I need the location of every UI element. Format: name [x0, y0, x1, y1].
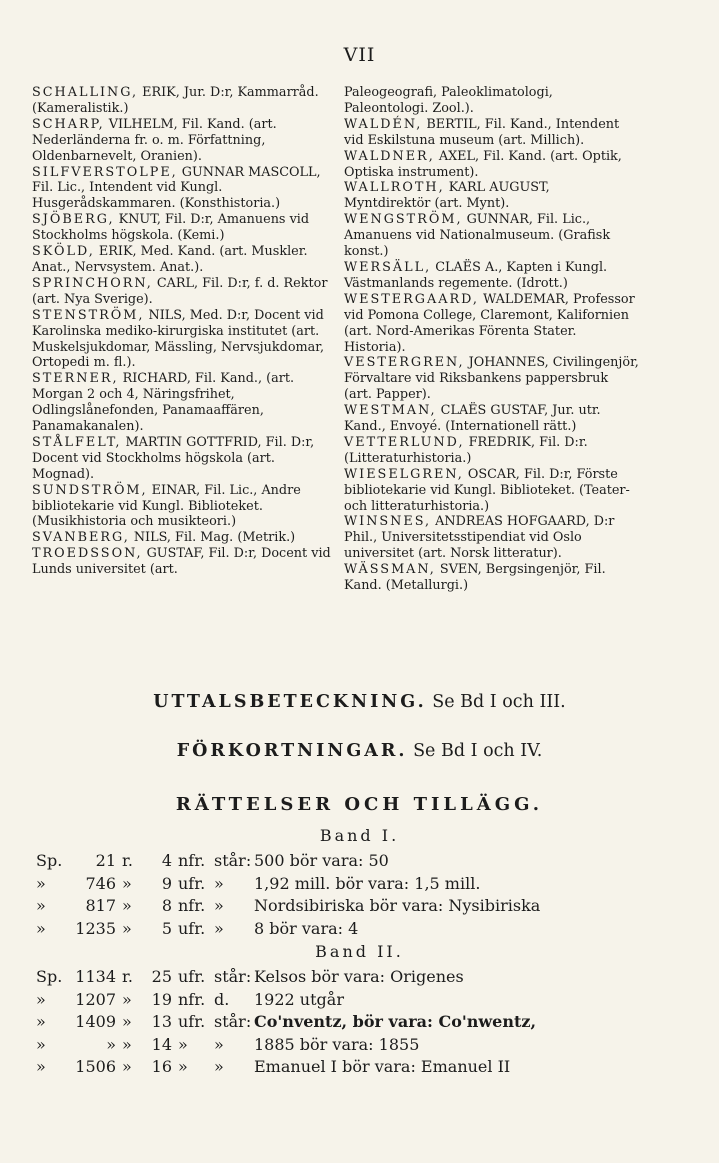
contributor-details: MARTIN GOTTFRID, Fil. D:r, Docent vid Stockholms högskola (art. Mognad). — [32, 434, 315, 482]
contributor-entry — [32, 435, 332, 483]
errata-kw: står: — [214, 851, 252, 870]
errata-r: » — [122, 1034, 132, 1054]
errata-num: 14 — [151, 1034, 172, 1054]
errata-num: 5 — [161, 918, 172, 938]
errata-page: 1409 — [75, 1012, 116, 1032]
contributor-details: RICHARD, Fil. Kand., (art. Morgan 2 och 4, Näringsfrihet, Odlingslånefonden, Panamaaffären, Panamakanalen). — [32, 371, 295, 435]
errata-num: 9 — [161, 873, 172, 893]
contributor-name: VETTERLUND, — [344, 434, 465, 450]
contributor-entry — [344, 562, 640, 594]
band-1-errata — [36, 850, 696, 940]
errata-text: 8 bör vara: 4 — [254, 918, 359, 938]
errata-text: 500 bör vara: 50 — [254, 851, 389, 870]
errata-row — [36, 989, 696, 1012]
contributor-entry — [32, 165, 332, 213]
contributor-details: JOHANNES, Civilingenjör, Förvaltare vid Riksbankens pappersbruk (art. Papper). — [344, 355, 639, 403]
contributor-name: WINSNES, — [344, 514, 432, 530]
errata-kw: » — [214, 1057, 224, 1077]
page-number: VII — [343, 44, 376, 66]
band-1-title: Band I. — [319, 826, 400, 845]
errata-kw: står: — [214, 967, 252, 986]
errata-num: 8 — [161, 896, 172, 916]
contributor-details: ERIK, Jur. D:r, Kammarråd. (Kameralistik.) — [32, 85, 319, 116]
errata-sp: » — [36, 989, 46, 1009]
errata-pos: nfr. — [178, 851, 206, 870]
errata-r: r. — [122, 967, 133, 986]
contributor-details: KARL AUGUST, Myntdirektör (art. Mynt). — [344, 180, 550, 212]
errata-kw: » — [214, 896, 224, 916]
contributor-entry — [344, 514, 640, 562]
errata-pos: ufr. — [178, 918, 206, 938]
contributor-name: SPRINCHORN, — [32, 275, 153, 291]
errata-kw: står: — [214, 1012, 252, 1032]
contributor-name: WALLROTH, — [344, 180, 445, 196]
errata-page: 1235 — [75, 918, 116, 938]
contributor-details: GUSTAF, Fil. D:r, Docent vid Lunds universitet (art. — [32, 546, 331, 578]
errata-text: 1,92 mill. bör vara: 1,5 mill. — [254, 873, 481, 893]
contributor-details: Paleogeografi, Paleoklimatologi, Paleontologi. Zool.). — [344, 85, 553, 116]
errata-r: » — [122, 873, 132, 893]
contributor-entry — [344, 180, 640, 212]
errata-sp: » — [36, 918, 46, 938]
contributor-entry — [344, 149, 640, 181]
contributor-details: OSCAR, Fil. D:r, Förste bibliotekarie vid Kungl. Biblioteket. (Teater- och litteraturhistoria.) — [344, 466, 630, 514]
band-2-title: Band II. — [315, 942, 404, 961]
errata-text: Co'nventz, bör vara: Co'nwentz, — [254, 1012, 537, 1032]
errata-r: » — [122, 1012, 132, 1032]
errata-kw: » — [214, 873, 224, 893]
errata-r: » — [122, 989, 132, 1009]
contributor-name: VESTERGREN, — [344, 355, 465, 371]
contributor-details: SVEN, Bergsingenjör, Fil. Kand. (Metallurgi.) — [344, 562, 606, 594]
contributor-name: STÅLFELT, — [32, 434, 122, 450]
contributor-entry — [344, 355, 640, 403]
errata-page: 1207 — [75, 989, 116, 1009]
contributor-name: SUNDSTRÖM, — [32, 482, 148, 498]
contributor-entry — [32, 85, 332, 117]
contributor-entry — [344, 85, 640, 117]
forkort-reference: Se Bd I och IV. — [407, 741, 543, 761]
errata-r: r. — [122, 851, 133, 870]
errata-pos: nfr. — [178, 989, 206, 1009]
contributor-details: KNUT, Fil. D:r, Amanuens vid Stockholms högskola. (Kemi.) — [32, 212, 310, 244]
errata-num: 4 — [161, 851, 172, 870]
contributor-details: NILS, Med. D:r, Docent vid Karolinska mediko-kirurgiska institutet (art. Muskelsjukdomar, Mässling, Nervsjukdomar, Ortopedi m. fl.). — [32, 307, 325, 371]
errata-text: Kelsos bör vara: Origenes — [254, 967, 464, 986]
contributor-entry — [344, 292, 640, 356]
errata-text: Emanuel I bör vara: Emanuel II — [254, 1057, 511, 1077]
contributor-name: TROEDSSON, — [32, 546, 143, 562]
contributor-entry — [32, 371, 332, 435]
errata-r: » — [122, 1057, 132, 1077]
contributor-name: WIESELGREN, — [344, 466, 464, 482]
errata-sp: » — [36, 896, 46, 916]
errata-pos: ufr. — [178, 873, 206, 893]
contributor-details: NILS, Fil. Mag. (Metrik.) — [129, 530, 296, 546]
contributor-details: BERTIL, Fil. Kand., Intendent vid Eskilstuna museum (art. Millich). — [344, 116, 620, 148]
errata-sp: Sp. — [36, 967, 63, 986]
contributor-name: SCHALLING, — [32, 85, 139, 100]
contributor-details: EINAR, Fil. Lic., Andre bibliotekarie vid Kungl. Biblioteket. (Musikhistoria och musikteori.) — [32, 482, 301, 530]
errata-sp: » — [36, 1057, 46, 1077]
errata-page: » — [106, 1034, 116, 1054]
contributor-name: WÄSSMAN, — [344, 562, 436, 578]
contributor-name: SVANBERG, — [32, 530, 130, 546]
contributor-entry — [344, 212, 640, 260]
contributor-entry — [32, 276, 332, 308]
errata-row — [36, 1011, 696, 1034]
errata-kw: d. — [214, 989, 230, 1009]
contributor-details: CARL, Fil. D:r, f. d. Rektor (art. Nya Sverige). — [32, 275, 328, 307]
contributor-entry — [344, 260, 640, 292]
contributor-details: GUNNAR, Fil. Lic., Amanuens vid Nationalmuseum. (Grafisk konst.) — [344, 212, 611, 260]
errata-num: 13 — [151, 1012, 172, 1032]
contributor-details: CLAËS GUSTAF, Jur. utr. Kand., Envoyé. (Internationell rätt.) — [344, 403, 601, 435]
contributor-entry — [32, 546, 332, 578]
contributor-name: WESTERGAARD, — [344, 291, 479, 307]
contributor-name: WERSÄLL, — [344, 259, 432, 275]
errata-sp: Sp. — [36, 851, 63, 870]
contributor-name: WALDNER, — [344, 148, 435, 164]
errata-sp: » — [36, 1012, 46, 1032]
contributor-entry — [32, 530, 332, 546]
forkortningar-heading — [0, 741, 719, 761]
contributor-name: WESTMAN, — [344, 403, 437, 419]
uttal-reference: Se Bd I och III. — [426, 692, 566, 712]
contributor-entry — [32, 308, 332, 372]
errata-page: 817 — [85, 896, 116, 916]
errata-page: 1506 — [75, 1057, 116, 1077]
errata-kw: » — [214, 1034, 224, 1054]
contributor-entry — [32, 212, 332, 244]
contributor-entry — [32, 483, 332, 531]
contributor-details: AXEL, Fil. Kand. (art. Optik, Optiska instrument). — [344, 148, 622, 180]
errata-sp: » — [36, 1034, 46, 1054]
contributor-name: SJÖBERG, — [32, 212, 115, 228]
uttal-title: UTTALSBETECKNING. — [153, 692, 427, 712]
errata-page: 21 — [95, 851, 116, 870]
errata-pos: » — [178, 1034, 188, 1054]
contributor-entry — [344, 117, 640, 149]
errata-text: Nordsibiriska bör vara: Nysibiriska — [254, 896, 541, 916]
errata-page: 746 — [85, 873, 116, 893]
contributors-left-column — [32, 85, 332, 578]
rattelser-heading: RÄTTELSER OCH TILLÄGG. — [175, 794, 544, 815]
errata-r: » — [122, 918, 132, 938]
errata-pos: nfr. — [178, 896, 206, 916]
errata-sp: » — [36, 873, 46, 893]
errata-num: 19 — [151, 989, 172, 1009]
contributor-name: STENSTRÖM, — [32, 307, 145, 323]
errata-num: 16 — [151, 1057, 172, 1077]
contributor-name: SKÖLD, — [32, 244, 95, 260]
errata-num: 25 — [151, 967, 172, 986]
contributor-details: WALDEMAR, Professor vid Pomona College, Claremont, Kalifornien (art. Nord-Amerikas Förenta Stater. Historia). — [344, 291, 635, 355]
contributor-details: ERIK, Med. Kand. (art. Muskler. Anat., Nervsystem. Anat.). — [32, 244, 308, 275]
forkort-title: FÖRKORTNINGAR. — [176, 741, 408, 761]
uttalsbeteckning-heading — [0, 692, 719, 712]
contributor-details: FREDRIK, Fil. D:r. (Litteraturhistoria.) — [344, 434, 588, 466]
errata-pos: ufr. — [178, 967, 206, 986]
contributor-entry — [32, 117, 332, 165]
errata-pos: » — [178, 1057, 188, 1077]
contributor-name: STERNER, — [32, 371, 119, 387]
band-2-errata — [36, 966, 696, 1079]
errata-text: 1922 utgår — [254, 989, 344, 1009]
errata-row — [36, 850, 696, 873]
errata-page: 1134 — [75, 967, 116, 986]
contributors-right-column — [344, 85, 640, 594]
contributor-name: WALDÉN, — [344, 116, 423, 132]
contributor-name: SILFVERSTOLPE, — [32, 164, 178, 180]
errata-row — [36, 1056, 696, 1079]
errata-pos: ufr. — [178, 1012, 206, 1032]
contributor-details: VILHELM, Fil. Kand. (art. Nederländerna fr. o. m. Författning, Oldenbarnevelt, Oranien). — [32, 116, 277, 164]
contributor-name: WENGSTRÖM, — [344, 212, 463, 228]
contributor-entry — [344, 403, 640, 435]
contributor-entry — [32, 244, 332, 276]
contributor-details: CLAËS A., Kapten i Kungl. Västmanlands regemente. (Idrott.) — [344, 259, 608, 291]
contributor-name: SCHARP, — [32, 116, 105, 132]
errata-row — [36, 895, 696, 918]
errata-kw: » — [214, 918, 224, 938]
contributor-entry — [344, 467, 640, 515]
contributor-entry — [344, 435, 640, 467]
contributor-details: ANDREAS HOFGAARD, D:r Phil., Universitetsstipendiat vid Oslo universitet (art. Norsk litteratur). — [344, 514, 615, 562]
errata-text: 1885 bör vara: 1855 — [254, 1034, 420, 1054]
errata-r: » — [122, 896, 132, 916]
errata-row — [36, 1034, 696, 1057]
contributor-details: GUNNAR MASCOLL, Fil. Lic., Intendent vid Kungl. Husgerådskammaren. (Konsthistoria.) — [32, 164, 321, 212]
errata-row — [36, 966, 696, 989]
errata-row — [36, 873, 696, 896]
errata-row — [36, 918, 696, 941]
